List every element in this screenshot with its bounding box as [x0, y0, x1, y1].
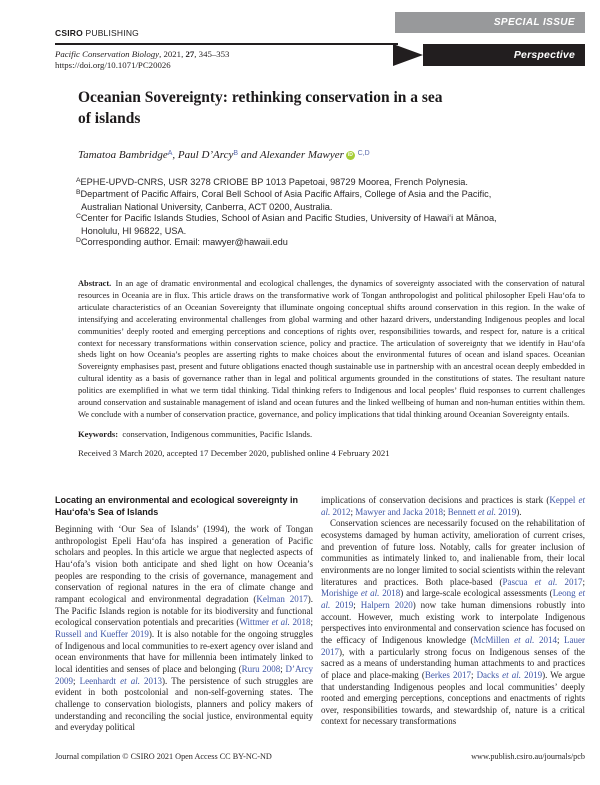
- text-segment: Department of Pacific Affairs, Coral Bell School of Asia Pacific Affairs, College of Asia and the Pacific, Australian National University, Canberra, ACT 0200, Australia.: [80, 189, 492, 212]
- text-segment: In an age of dramatic environmental and ecological challenges, the dynamics of sovereignty associated with the conservation of natural resources in Oceania are in flux. This article draws on the transformative work of Tongan anthropologist and political philosopher Epeli Hauʻofa to articulate characteristics of an Oceanian Sovereignty that illuminate ongoing conceptual shifts around conservation in this region. In the wake of intensifying and accelerating environmental challenges from global warming and other hazard drivers, understanding Indigenous peoples and local communities’ deeply rooted and emerging perceptions and conceptions of rights over, responsibilities towards, and respect for, nature is a critical context for necessary transformations within conservation science, policy and practice. The articulation of sovereignty that we identify in Hauʻofa sheds light on how Oceania’s peoples are asserting rights to make choices about the environmental futures of ocean and island spaces. Oceanian Sovereignty emphasises past, present and future obligations enacted though sustainable use in partnership with an ancestral ocean deeply embedded in cultural identity as a basis of governance rather than in legal and political arguments grounded in the constitutions of states. The resultant nature politics are exemplified in what we term tidal thinking. Tidal thinking refers to Indigenous and local peoples’ fluid responses to current challenges around conservation and sustainable management of island and ocean futures and the linked wellbeing of human and non-human entities within them. We conclude with a number of conservation practice, governance, and policy implications that tidal thinking around Oceanian Sovereignty entails.: [78, 279, 585, 419]
- publisher-masthead: [55, 28, 139, 38]
- superscript-ref: B: [76, 189, 81, 197]
- text-segment: ;: [582, 576, 586, 587]
- copyright-line: Journal compilation © CSIRO 2021 Open Access CC BY-NC-ND: [55, 752, 272, 761]
- text-segment: ;: [310, 617, 313, 628]
- text-segment: ). It is also notable for the ongoing struggles of Indigenous and local communities to re-exert agency over island and ocean environments that have for millennia been intimately linked to local identities and senses of place and belonging (: [55, 628, 313, 674]
- superscript-ref: A: [167, 149, 173, 157]
- citation-link[interactable]: et al.: [271, 617, 290, 628]
- citation-link[interactable]: et al.: [321, 495, 585, 517]
- text-segment: Abstract.: [78, 279, 112, 288]
- citation-link[interactable]: Wittmer: [239, 617, 272, 628]
- text-segment: , 345–353: [194, 49, 230, 59]
- text-segment: Beginning with ‘Our Sea of Islands’ (1994), the work of Tongan anthropologist Epeli Hauʻofa has inspired a generation of Pacific scholars and peoples. In this article we argue that neglected aspects of Hauʻofa’s vision both anticipate and shed light on how Oceania’s peoples are responding to the crisis of governance, management and conservation of regional natures in the era of climate change and rampant ecological and environmental degradation (: [55, 524, 313, 604]
- article-type-band: [393, 44, 585, 66]
- text-segment: ;: [73, 675, 80, 686]
- citation-link[interactable]: McMillen: [473, 634, 515, 645]
- citation-link[interactable]: Mawyer and Jacka 2018: [355, 506, 444, 517]
- front-matter: [78, 278, 585, 458]
- citation-link[interactable]: et al.: [534, 576, 558, 587]
- citation-link[interactable]: Dacks: [476, 669, 503, 680]
- text-segment: Keywords:: [78, 428, 119, 439]
- citation-link[interactable]: et al.: [502, 669, 522, 680]
- citation-link[interactable]: Russell and Kueffer 2019: [55, 628, 149, 639]
- text-segment: Corresponding author. Email: mawyer@hawaii.edu: [80, 237, 288, 248]
- header-rule: [55, 43, 398, 45]
- orcid-icon[interactable]: iD: [347, 152, 353, 158]
- author-line: [78, 149, 370, 161]
- citation-link[interactable]: 2014: [534, 634, 557, 645]
- citation-link[interactable]: 2013: [139, 675, 163, 686]
- citation-link[interactable]: 2012: [330, 506, 351, 517]
- text-segment: ) now take human dimensions robustly into account. However, much existing work to interpolate Indigenous perspectives into environmental and conservation science has focused on the efficacy of Indigenous knowledge (: [321, 599, 586, 645]
- superscript-ref: C: [76, 213, 81, 221]
- left-column: [55, 495, 313, 734]
- text-segment: Tamatoa Bambridge: [78, 149, 168, 161]
- citation-link[interactable]: Bennett: [447, 506, 479, 517]
- citation-link[interactable]: Keppel: [549, 495, 579, 505]
- text-segment: ;: [470, 669, 477, 680]
- superscript-ref: A: [76, 177, 81, 184]
- text-segment: implications of conservation decisions and practices is stark (: [321, 495, 550, 505]
- text-segment: 27: [185, 49, 195, 59]
- citation-link[interactable]: et al.: [321, 588, 586, 610]
- section-heading: Locating an environmental and ecological sovereignty in Hauʻofa’s Sea of Islands: [55, 495, 299, 517]
- article-type-label: Perspective: [513, 49, 575, 61]
- citation-link[interactable]: 2018: [379, 588, 401, 599]
- text-segment: , 2021,: [159, 49, 186, 59]
- affiliation-c: [76, 213, 518, 237]
- publisher-name: CSIRO: [55, 28, 83, 38]
- text-segment: ;: [353, 599, 361, 610]
- text-segment: ;: [280, 663, 286, 674]
- citation-link[interactable]: D’Arcy 2009: [55, 663, 313, 686]
- journal-citation: [55, 49, 229, 59]
- superscript-ref: B: [233, 149, 239, 157]
- special-issue-badge: [395, 12, 585, 33]
- citation-link[interactable]: et al.: [514, 634, 535, 645]
- citation-link[interactable]: et al.: [360, 588, 380, 599]
- citation-link[interactable]: Leenhardt: [79, 675, 121, 686]
- citation-link[interactable]: Ruru 2008: [241, 663, 281, 674]
- right-column: [321, 495, 585, 728]
- body-paragraph-left: [55, 524, 313, 734]
- body-paragraph-right-2: [321, 518, 585, 728]
- affiliation-b: [76, 189, 518, 213]
- citation-link[interactable]: 2018: [289, 617, 311, 628]
- citation-link[interactable]: 2017: [557, 576, 583, 587]
- citation-link[interactable]: Halpern 2020: [360, 599, 413, 610]
- affiliation-a: [76, 177, 518, 189]
- text-segment: Center for Pacific Islands Studies, School of Asian and Pacific Studies, University of Hawaiʻi at Mānoa, Honolulu, HI 96822, USA.: [80, 213, 497, 236]
- history-line: Received 3 March 2020, accepted 17 December 2020, published online 4 February 2021: [78, 447, 390, 458]
- text-segment: , Paul D’Arcy: [172, 149, 234, 161]
- citation-link[interactable]: Berkes 2017: [424, 669, 471, 680]
- citation-link[interactable]: 2019: [521, 669, 543, 680]
- text-segment: ;: [443, 506, 448, 517]
- text-segment: conservation, Indigenous communities, Pacific Islands.: [118, 428, 313, 439]
- citation-link[interactable]: Kelman 2017: [256, 593, 308, 604]
- body-paragraph-right-1: [321, 495, 585, 518]
- affiliation-d-corresponding: [76, 237, 518, 249]
- article-title: Oceanian Sovereignty: rethinking conservation in a sea of islands: [78, 89, 443, 127]
- citation-link[interactable]: Leong: [552, 588, 579, 599]
- citation-link[interactable]: et al.: [120, 675, 140, 686]
- affiliations: [76, 177, 518, 249]
- text-segment: ;: [350, 506, 356, 517]
- citation-link[interactable]: et al.: [478, 506, 497, 517]
- text-segment: ).: [516, 506, 522, 517]
- keywords-line: [78, 429, 585, 439]
- text-segment: Conservation sciences are necessarily focused on the rehabilitation of ecosystems damaged by human activity, amelioration of current crises, and prevention of future loss. Notably, calls for greater inclusion of communities as intimately linked to, and inalienable from, their local environments are no longer limited to social scientists within the relevant literatures and practices. Both place-based (: [321, 518, 585, 587]
- citation-link[interactable]: 2019: [330, 599, 354, 610]
- text-segment: EPHE-UPVD-CNRS, USR 3278 CRIOBE BP 1013 Papetoai, 98729 Moorea, French Polynesia.: [80, 177, 468, 187]
- citation-link[interactable]: 2019: [496, 506, 517, 517]
- text-segment: and Alexander Mawyer: [238, 149, 344, 161]
- doi-link[interactable]: https://doi.org/10.1071/PC20026: [55, 60, 171, 70]
- text-segment: ). The Pacific Islands region is notable for its biodiversity and functional ecological conservation potentials and precarities (: [55, 593, 313, 628]
- citation-link[interactable]: Morishige: [321, 588, 361, 599]
- citation-link[interactable]: Pascua: [502, 576, 535, 587]
- citation-link[interactable]: Lauer 2017: [321, 634, 585, 657]
- superscript-ref: D: [76, 237, 81, 245]
- publisher-division: PUBLISHING: [82, 28, 139, 38]
- text-segment: Pacific Conservation Biology: [55, 49, 160, 59]
- text-segment: ) and large-scale ecological assessments (: [400, 588, 553, 599]
- text-segment: ). We argue that understanding Indigenous peoples and local communities’ deeply rooted and emerging perceptions, conceptions and enactments of rights over, responsibilities towards, and stewardship of, nature is a critical context for necessary transformations: [321, 669, 586, 727]
- special-issue-label: SPECIAL ISSUE: [493, 17, 575, 28]
- text-segment: ;: [556, 634, 565, 645]
- superscript-ref: C,D: [357, 149, 370, 157]
- abstract-paragraph: [78, 278, 585, 421]
- text-segment: ). The persistence of such struggles are evident in both postcolonial and non-self-governing states. The challenge to conservation biologists, planners and policy makers of understanding and reconciling the social justice, environmental equity and everyday political: [55, 675, 314, 733]
- text-segment: ), with a particularly strong focus on Indigenous senses of the sacred as a means of understanding human attachments to and practices of place and place-making (: [321, 646, 585, 680]
- journal-url-link[interactable]: www.publish.csiro.au/journals/pcb: [471, 752, 585, 761]
